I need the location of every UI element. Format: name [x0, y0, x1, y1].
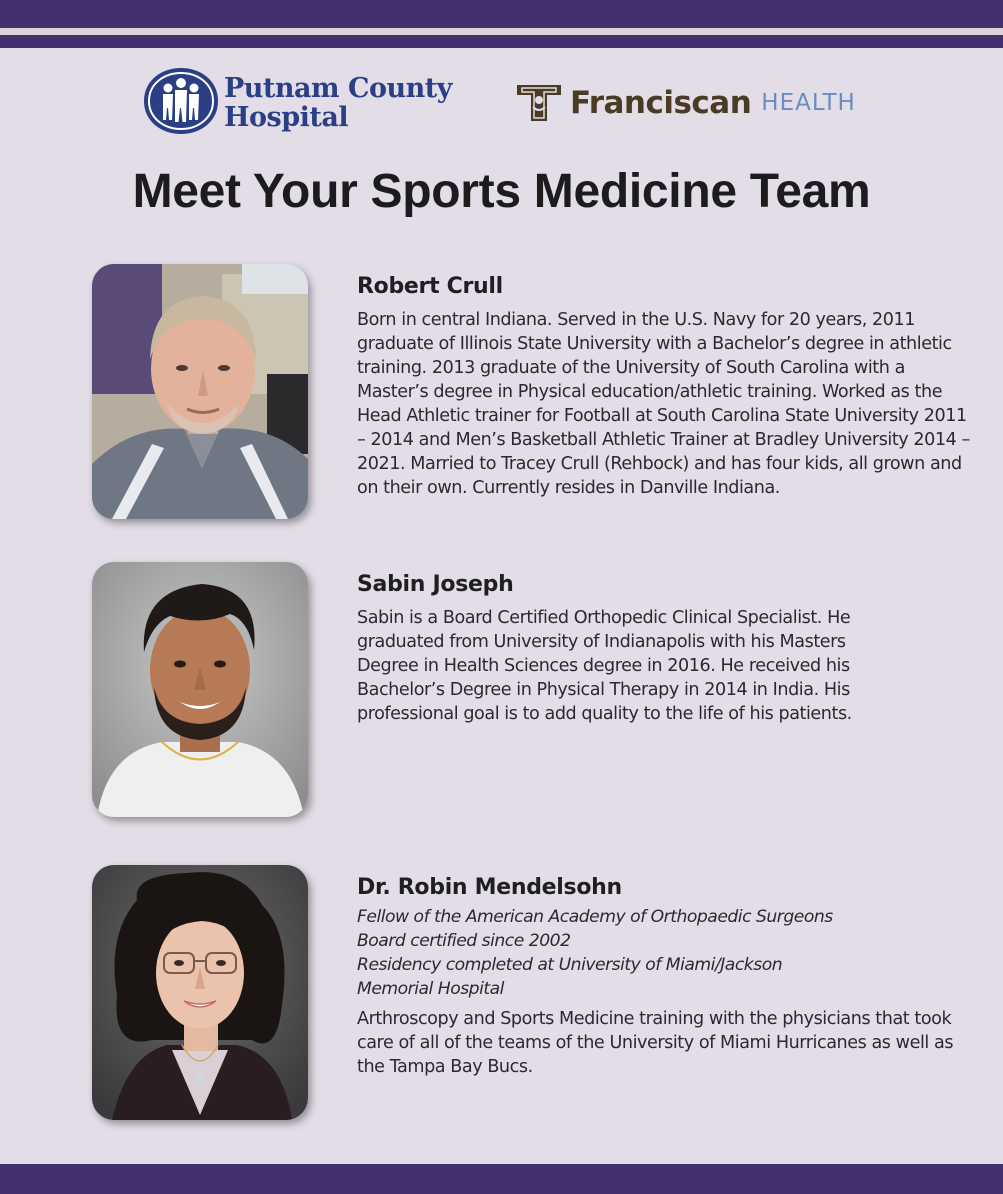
team-member-bio: Arthroscopy and Sports Medicine training with the physicians that took care of all of the teams of the University of Miami Hurricanes as well as the Tampa Bay Bucs.	[357, 1009, 954, 1077]
team-member-name: Dr. Robin Mendelsohn	[357, 875, 622, 900]
putnam-logo-text	[224, 74, 452, 132]
team-member-card	[92, 562, 972, 822]
team-member-photo	[92, 264, 308, 519]
team-member-credentials	[357, 905, 972, 1001]
team-member-name: Robert Crull	[357, 274, 503, 299]
putnam-logo-line2: Hospital	[224, 102, 349, 133]
team-member-photo	[92, 562, 308, 817]
team-member-bio: Sabin is a Board Certified Orthopedic Clinical Specialist. He graduated from University of Indianapolis with his Masters Degree in Health Sciences degree in 2016. He received his Bachelor’s Degree in Physical Therapy in 2014 in India. His professional goal is to add quality to the life of his patients.	[357, 608, 852, 724]
franciscan-logo-tagline: HEALTH	[761, 90, 856, 116]
team-member-info	[357, 875, 972, 1079]
team-member-photo	[92, 865, 308, 1120]
credential-line: Residency completed at University of Miami/Jackson	[357, 955, 783, 975]
page-title: Meet Your Sports Medicine Team	[132, 165, 871, 218]
credential-line: Memorial Hospital	[357, 979, 504, 999]
team-member-card	[92, 264, 972, 524]
franciscan-logo-name: Franciscan	[570, 85, 752, 121]
franciscan-tau-cross-icon	[514, 82, 564, 124]
top-banner-stripe	[0, 28, 1003, 35]
putnam-family-emblem-icon	[142, 66, 220, 136]
logo-row	[0, 64, 1003, 144]
bottom-banner-bar	[0, 1164, 1003, 1194]
putnam-logo-line1: Putnam County	[224, 73, 452, 104]
credential-line: Fellow of the American Academy of Orthopaedic Surgeons	[357, 907, 833, 927]
top-banner-bar	[0, 0, 1003, 28]
team-member-info	[357, 274, 972, 500]
franciscan-health-logo	[514, 82, 856, 124]
top-banner-bar-lower	[0, 35, 1003, 48]
portrait-man-white-sweater-icon	[92, 562, 308, 817]
team-member-card	[92, 865, 972, 1125]
portrait-man-gray-jacket-icon	[92, 264, 308, 519]
credential-line: Board certified since 2002	[357, 931, 571, 951]
portrait-woman-curly-hair-icon	[92, 865, 308, 1120]
putnam-county-hospital-logo	[142, 66, 452, 136]
team-member-bio: Born in central Indiana. Served in the U.S. Navy for 20 years, 2011 graduate of Illinois State University with a Bachelor’s degree in athletic training. 2013 graduate of the University of South Carolina with a Master’s degree in Physical education/athletic training. Worked as the Head Athletic trainer for Football at South Carolina State University 2011 – 2014 and Men’s Basketball Athletic Trainer at Bradley University 2014 – 2021. Married to Tracey Crull (Rehbock) and has four kids, all grown and on their own. Currently resides in Danville Indiana.	[357, 310, 970, 498]
team-member-info	[357, 572, 972, 726]
team-member-name: Sabin Joseph	[357, 572, 514, 597]
